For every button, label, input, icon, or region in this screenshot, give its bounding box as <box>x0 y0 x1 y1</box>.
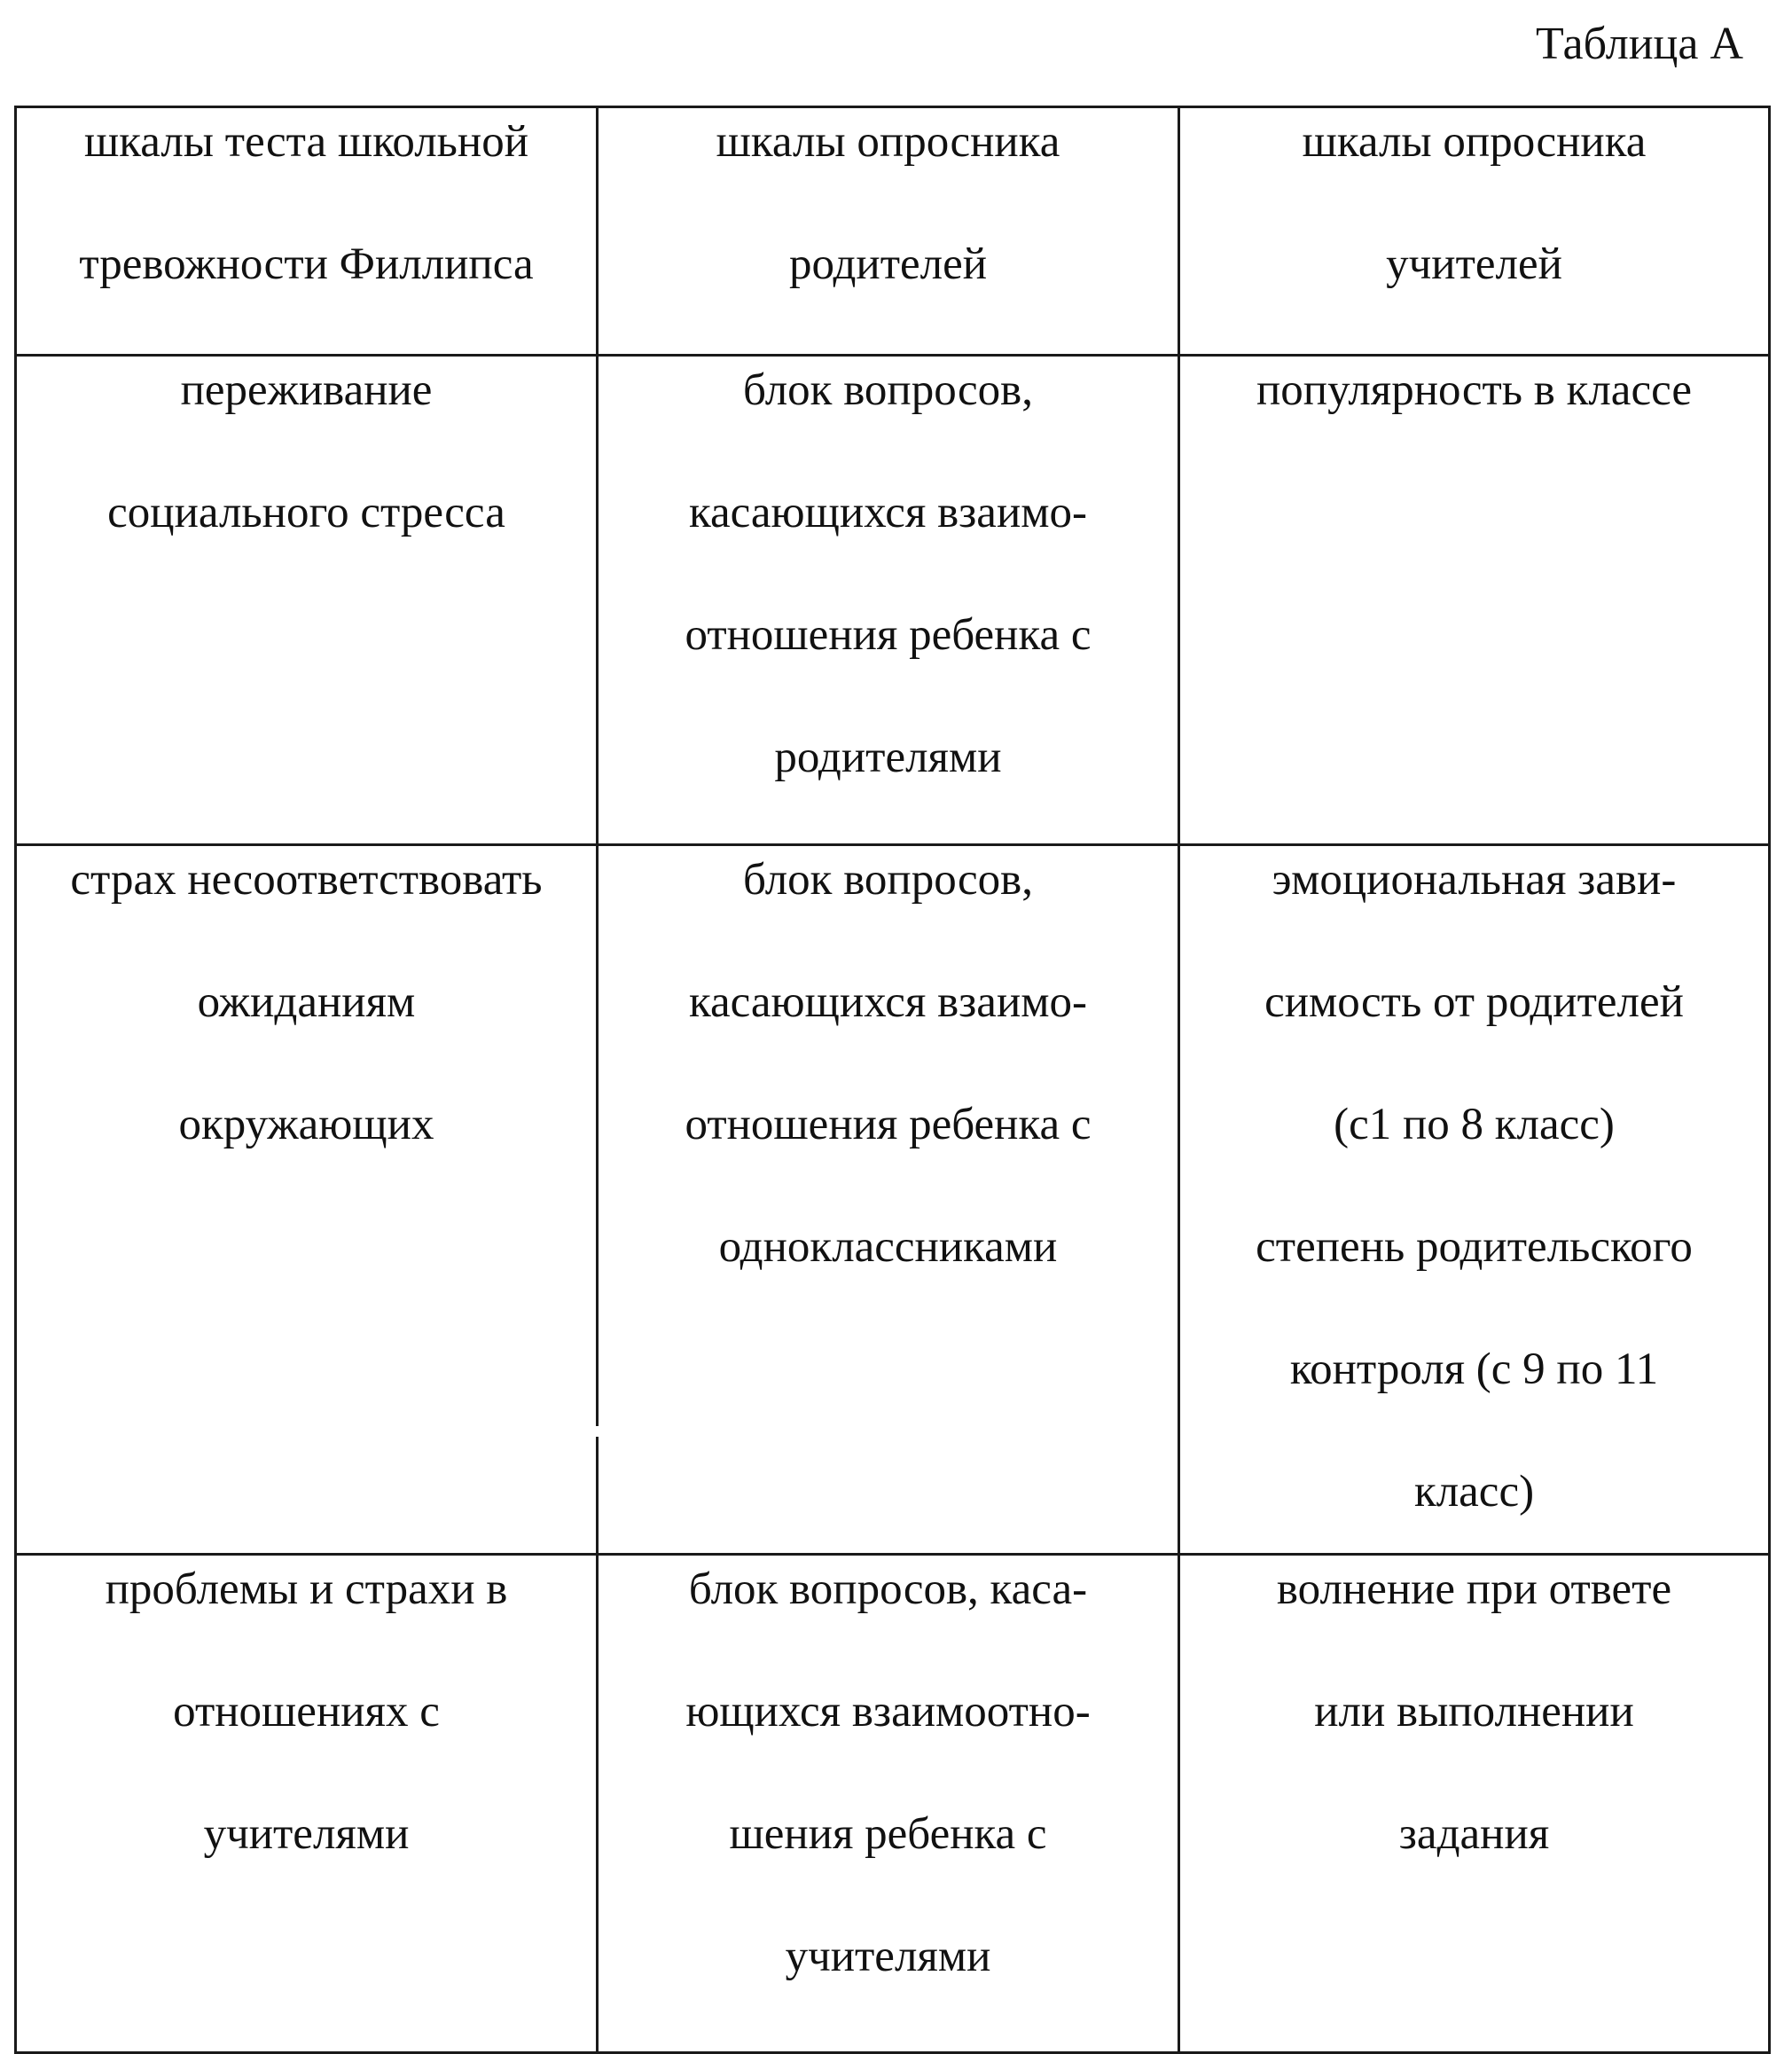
cell-text: страх несоответствовать ожиданиям окружающих <box>70 855 543 1149</box>
table-cell <box>1179 107 1770 356</box>
table-cell <box>598 1555 1179 2053</box>
table-cell <box>598 107 1179 356</box>
comparison-table <box>14 106 1771 2054</box>
header-cell-text: шкалы теста школьной тревожности Филлипса <box>79 117 534 289</box>
rule-break-mark <box>1185 1426 1190 1437</box>
table-cell <box>16 356 598 845</box>
table-cell <box>1179 1555 1770 2053</box>
table-row <box>16 1555 1770 2053</box>
cell-text: блок вопросов, касающихся взаимо- отношения ребенка с одноклассниками <box>685 855 1092 1272</box>
cell-text: блок вопросов, каса- ющихся взаимоотно- шения ребенка с учителями <box>685 1564 1091 1981</box>
table-row <box>16 845 1770 1555</box>
table-cell <box>1179 845 1770 1555</box>
cell-text: проблемы и страхи в отношениях с учителями <box>105 1564 508 1859</box>
header-cell-text: шкалы опросника родителей <box>716 117 1060 289</box>
table-cell <box>598 356 1179 845</box>
table-cell <box>16 845 598 1555</box>
cell-text: блок вопросов, касающихся взаимо- отношения ребенка с родителями <box>685 365 1092 782</box>
table-cell <box>1179 356 1770 845</box>
cell-text: волнение при ответе или выполнении задания <box>1276 1564 1672 1859</box>
cell-text: переживание социального стресса <box>107 365 505 537</box>
table-row <box>16 356 1770 845</box>
cell-text: эмоциональная зави- симость от родителей (с1 по 8 класс) степень родительского контроля (с 9 по 11 класс) <box>1256 855 1693 1517</box>
table-cell <box>16 1555 598 2053</box>
rule-break-mark <box>593 1426 599 1437</box>
table-caption: Таблица А <box>1536 19 1743 69</box>
table-cell <box>598 845 1179 1555</box>
table-row <box>16 107 1770 356</box>
table-cell <box>16 107 598 356</box>
header-cell-text: шкалы опросника учителей <box>1302 117 1647 289</box>
cell-text: популярность в классе <box>1256 365 1692 415</box>
